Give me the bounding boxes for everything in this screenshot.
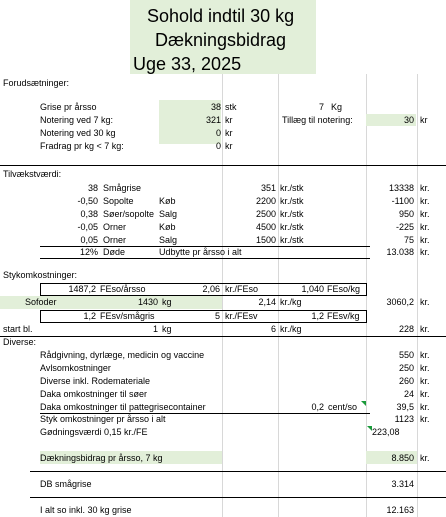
tillaeg-value[interactable]: 30 bbox=[403, 115, 414, 125]
daka-pg-label: Daka omkostninger til pattegrisecontainer bbox=[40, 402, 206, 412]
diverse-value: 550 bbox=[398, 350, 414, 360]
fradrag-label: Fradrag pr kg < 7 kg: bbox=[40, 141, 124, 151]
db-smaagris-label: DB smågrise bbox=[40, 479, 92, 489]
tilvaekst-qty: -0,05 bbox=[77, 222, 98, 232]
diverse-cur: kr. bbox=[420, 363, 430, 373]
db-cur: kr. bbox=[420, 453, 430, 463]
tilvaekst-price: 4500 bbox=[255, 222, 276, 232]
start-price: 6 bbox=[270, 324, 276, 334]
tillaeg-label: Tillæg til notering: bbox=[282, 115, 353, 125]
tilvaekst-cur: kr. bbox=[420, 196, 430, 206]
section-divider bbox=[30, 497, 446, 498]
section-heading: Tilvækstværdi: bbox=[3, 169, 62, 179]
section-heading: Stykomkostninger: bbox=[3, 270, 78, 280]
tilvaekst-price: 2200 bbox=[255, 196, 276, 206]
tilvaekst-cur: kr. bbox=[420, 183, 430, 193]
kr-fesv-value[interactable]: 5 bbox=[214, 311, 220, 321]
start-price-unit: kr./kg bbox=[280, 324, 302, 334]
udbytte-value: 13.038 bbox=[386, 247, 414, 257]
tilvaekst-name: Smågrise bbox=[103, 183, 142, 193]
notering30-value[interactable]: 0 bbox=[215, 128, 221, 138]
sofoder-total: 3060,2 bbox=[386, 297, 414, 307]
notering7-label: Notering ved 7 kg: bbox=[40, 115, 114, 125]
notering30-unit: kr bbox=[225, 128, 233, 138]
sofoder-kg: 1430 bbox=[137, 297, 158, 307]
ialt-label: I alt so inkl. 30 kg grise bbox=[40, 505, 132, 515]
sofoder-price: 2,14 bbox=[258, 297, 276, 307]
tilvaekst-name: Sopolte bbox=[103, 196, 134, 206]
diverse-label: Rådgivning, dyrlæge, medicin og vaccine bbox=[40, 350, 205, 360]
diverse-cur: kr. bbox=[420, 350, 430, 360]
daka-pg-rate-unit: cent/so bbox=[328, 402, 358, 412]
goedning-label: Gødningsværdi 0,15 kr./FE bbox=[40, 427, 148, 437]
diverse-label: Diverse inkl. Rodemateriale bbox=[40, 376, 151, 386]
feso-kg-label: FEso/kg bbox=[327, 284, 361, 294]
daka-pg-value: 39,5 bbox=[396, 402, 414, 412]
tilvaekst-type: Køb bbox=[159, 222, 176, 232]
tilvaekst-total: 950 bbox=[398, 209, 414, 219]
kr-feso-label: kr./FEso bbox=[225, 284, 259, 294]
db-smaagris-value: 3.314 bbox=[391, 479, 414, 489]
daka-pg-cur: kr. bbox=[420, 402, 430, 412]
tilvaekst-type: Køb bbox=[159, 196, 176, 206]
section-heading: Diverse: bbox=[3, 337, 37, 347]
tilvaekst-qty: 0,38 bbox=[80, 209, 98, 219]
notering7-value[interactable]: 321 bbox=[205, 115, 221, 125]
grise-value[interactable]: 38 bbox=[210, 102, 221, 112]
tilvaekst-name: Orner bbox=[103, 222, 127, 232]
tilvaekst-name: Orner bbox=[103, 235, 127, 245]
start-label: start bl. bbox=[3, 324, 33, 334]
tilvaekst-cur: kr. bbox=[420, 235, 430, 245]
section-heading: Forudsætninger: bbox=[3, 78, 70, 88]
ialt-value: 12.163 bbox=[386, 505, 414, 515]
fesv-label: FEsv/smågris bbox=[100, 311, 155, 321]
kr-feso-value[interactable]: 2,06 bbox=[202, 284, 220, 294]
start-cur: kr. bbox=[420, 324, 430, 334]
tilvaekst-unit: kr./stk bbox=[280, 235, 304, 245]
grise-label: Grise pr årsso bbox=[40, 102, 97, 112]
daka-pg-rate[interactable]: 0,2 bbox=[311, 402, 324, 412]
diverse-value: 24 bbox=[403, 389, 414, 399]
title-line-2: Dækningsbidrag bbox=[155, 30, 287, 50]
styk-total-label: Styk omkostninger pr årsso i alt bbox=[40, 414, 166, 424]
sofoder-price-unit: kr./kg bbox=[280, 297, 302, 307]
kg-unit: Kg bbox=[331, 102, 343, 112]
diverse-label: Avlsomkostninger bbox=[40, 363, 111, 373]
tilvaekst-unit: kr./stk bbox=[280, 209, 304, 219]
feso-kg-value[interactable]: 1,040 bbox=[301, 284, 324, 294]
tillaeg-unit: kr bbox=[420, 115, 428, 125]
udbytte-cur: kr. bbox=[420, 247, 430, 257]
diverse-cur: kr. bbox=[420, 376, 430, 386]
tilvaekst-name: Søer/sopolte bbox=[103, 209, 155, 219]
tilvaekst-cur: kr. bbox=[420, 209, 430, 219]
title-line-1: Sohold indtil 30 kg bbox=[147, 6, 295, 26]
kr-fesv-label: kr./FEsv bbox=[225, 311, 258, 321]
styk-total-cur: kr. bbox=[420, 414, 430, 424]
udbytte-label: Udbytte pr årsso i alt bbox=[159, 247, 242, 257]
diverse-value: 250 bbox=[398, 363, 414, 373]
tilvaekst-price: 1500 bbox=[255, 235, 276, 245]
tilvaekst-total: 75 bbox=[403, 235, 414, 245]
title-line-3: Uge 33, 2025 bbox=[133, 54, 242, 74]
sofoder-cur: kr. bbox=[420, 297, 430, 307]
notering7-unit: kr bbox=[225, 115, 233, 125]
styk-total-value: 1123 bbox=[394, 414, 414, 424]
doede-pct: 12% bbox=[79, 247, 98, 257]
fesv-kg-value[interactable]: 1,2 bbox=[311, 311, 324, 321]
fradrag-value[interactable]: 0 bbox=[215, 141, 221, 151]
sofoder-label: Sofoder bbox=[25, 297, 57, 307]
gridline bbox=[417, 74, 418, 517]
tilvaekst-cur: kr. bbox=[420, 222, 430, 232]
tilvaekst-total: 13338 bbox=[388, 183, 414, 193]
grise-unit: stk bbox=[225, 102, 237, 112]
sofoder-kg-unit: kg bbox=[162, 297, 172, 307]
tilvaekst-unit: kr./stk bbox=[280, 183, 304, 193]
start-kg: 1 bbox=[152, 324, 158, 334]
tilvaekst-type: Salg bbox=[159, 235, 178, 245]
kg-value[interactable]: 7 bbox=[318, 102, 324, 112]
section-divider bbox=[0, 336, 446, 337]
tilvaekst-unit: kr./stk bbox=[280, 222, 304, 232]
fesv-kg-label: FEsv/kg bbox=[327, 311, 360, 321]
start-total: 228 bbox=[398, 324, 414, 334]
notering30-label: Notering ved 30 kg bbox=[40, 128, 116, 138]
subtotal-line bbox=[40, 258, 370, 259]
tilvaekst-qty: -0,50 bbox=[77, 196, 98, 206]
start-kg-unit: kg bbox=[162, 324, 172, 334]
tilvaekst-price: 2500 bbox=[255, 209, 276, 219]
tilvaekst-total: -225 bbox=[395, 222, 414, 232]
fe-aarsso-label: FEso/årsso bbox=[100, 284, 146, 294]
diverse-label: Daka omkostninger til søer bbox=[40, 389, 148, 399]
diverse-cur: kr. bbox=[420, 389, 430, 399]
tilvaekst-type: Salg bbox=[159, 209, 178, 219]
tilvaekst-price: 351 bbox=[260, 183, 276, 193]
db-value: 8.850 bbox=[391, 453, 414, 463]
tilvaekst-total: -1100 bbox=[391, 196, 414, 206]
fesv-value[interactable]: 1,2 bbox=[83, 311, 96, 321]
section-divider bbox=[30, 471, 446, 472]
tilvaekst-unit: kr./stk bbox=[280, 196, 304, 206]
section-divider bbox=[0, 165, 446, 166]
goedning-value: 223,08 bbox=[372, 427, 400, 437]
fradrag-unit: kr bbox=[225, 141, 233, 151]
fe-aarsso-value[interactable]: 1487,2 bbox=[68, 284, 96, 294]
tilvaekst-qty: 38 bbox=[87, 183, 98, 193]
db-label: Dækningsbidrag pr årsso, 7 kg bbox=[40, 453, 163, 463]
diverse-value: 260 bbox=[398, 376, 414, 386]
doede-label: Døde bbox=[103, 247, 126, 257]
tilvaekst-qty: 0,05 bbox=[80, 235, 98, 245]
